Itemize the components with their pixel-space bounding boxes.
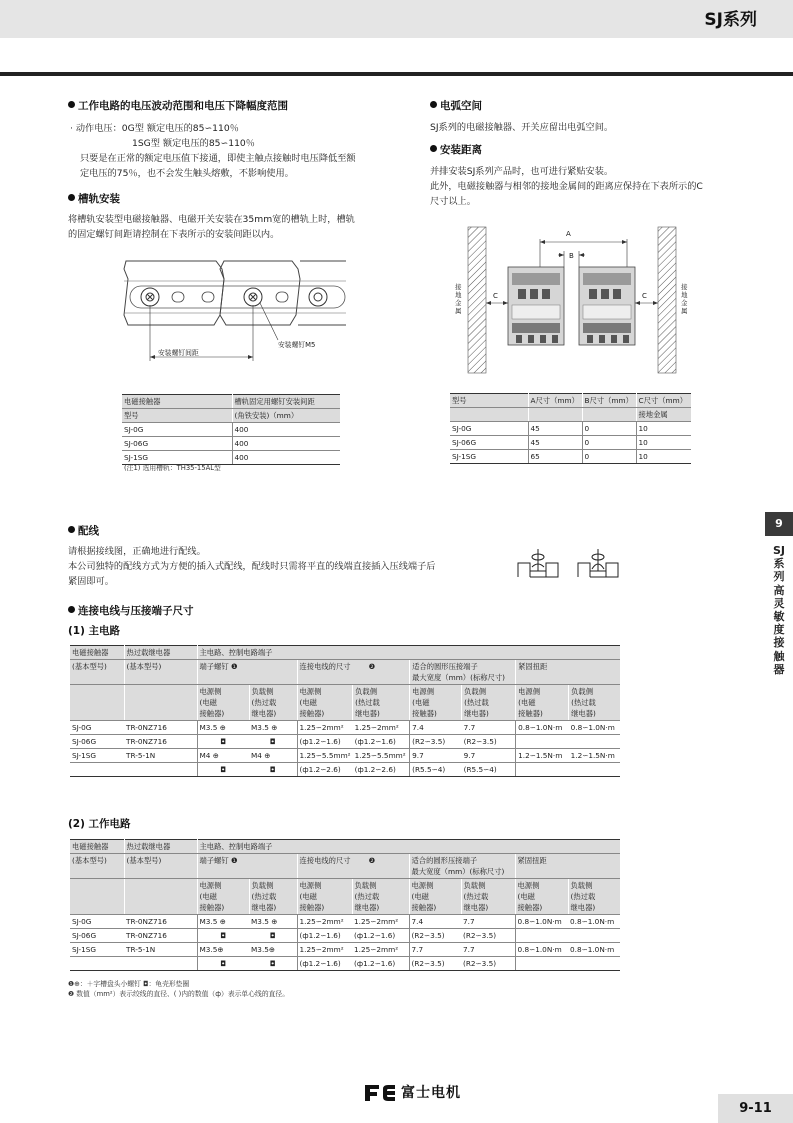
header-divider xyxy=(0,72,793,76)
col-header: 适合的圆形压接端子 最大宽度（mm）(标称尺寸) xyxy=(410,660,516,685)
table-row: SJ-1SG 400 xyxy=(122,451,340,465)
distance-line-1: 并排安装SJ系列产品时，也可进行紧贴安装。 xyxy=(430,166,614,177)
col-header: 负载侧 (热过载 继电器) xyxy=(353,685,410,721)
voltage-line-2: 1SG型 额定电压的85∽110％ xyxy=(132,138,255,149)
bullet-icon xyxy=(68,101,75,108)
distance-col-header: A尺寸（mm） xyxy=(528,394,582,408)
col-header: 电源侧 (电磁 接触器) xyxy=(197,685,249,721)
wiring-heading: 配线 xyxy=(68,524,99,539)
footer-brand: 富士电机 xyxy=(401,1085,461,1101)
control-circuit-table xyxy=(70,839,620,971)
col-header: 适合的圆形压接端子 最大宽度（mm）(标称尺寸) xyxy=(409,854,515,879)
voltage-line-4: 定电压的75％，也不会发生触头熔敷，不影响使用。 xyxy=(80,168,294,179)
chapter-number-tab: 9 xyxy=(765,512,793,536)
col-header: 负载侧 (热过载 继电器) xyxy=(569,685,620,721)
voltage-line-3: 只要是在正常的额定电压值下接通，即使主触点接触时电压降低至额 xyxy=(80,153,356,164)
ground-wall-right xyxy=(658,227,676,373)
wiring-line-2: 本公司独特的配线方式为方便的插入式配线，配线时只需将平直的线端直接插入压线端子后 xyxy=(68,561,436,572)
distance-col-header: 型号 xyxy=(450,394,528,408)
table-row: SJ-1SG TR-5-1N M4 ⊕ M4 ⊕ 1.25∽5.5mm² 1.25∽5.5mm² 9.7 9.7 1.2∽1.5N·m 1.2∽1.5N·m xyxy=(70,749,620,763)
rail-col-header: (角铁安装)（mm） xyxy=(232,409,340,423)
fuji-logo-icon xyxy=(363,1083,397,1103)
bullet-icon xyxy=(68,194,75,201)
voltage-line-1: · 动作电压：0G型 额定电压的85∽110％ xyxy=(70,123,239,134)
rail-screw-label: 安装螺钉M5 xyxy=(278,341,316,349)
rail-diagram xyxy=(120,255,350,365)
col-header: 电源侧 (电磁 接触器) xyxy=(197,879,249,915)
col-header: 电磁接触器 xyxy=(70,840,124,854)
col-header: 负载侧 (热过载 继电器) xyxy=(352,879,409,915)
footer-logo xyxy=(363,1083,461,1103)
wiring-terminal-icons xyxy=(516,547,624,579)
rail-line-2: 的固定螺钉间距请控制在下表所示的安装间距以内。 xyxy=(68,229,280,240)
table-row: SJ-1SG TR-5-1N M3.5⊕ M3.5⊕ 1.25∽2mm² 1.25∽2mm² 7.7 7.7 0.8∽1.0N·m 0.8∽1.0N·m xyxy=(70,943,620,957)
dim-label-c-left: C xyxy=(493,292,498,300)
bullet-icon xyxy=(430,101,437,108)
contactor-right xyxy=(579,267,635,345)
col-header: 热过载继电器 xyxy=(124,646,197,660)
col-header: 电源侧 (电磁 接触器) xyxy=(297,879,352,915)
col-header: 电磁接触器 xyxy=(70,646,124,660)
rail-heading: 槽轨安装 xyxy=(68,192,120,207)
table-row: ◘ ◘ (ф1.2∽1.6) (ф1.2∽1.6) (R2∽3.5) (R2∽3.5) xyxy=(70,957,620,971)
col-header: 主电路、控制电路端子 xyxy=(197,840,620,854)
col-header: 负载侧 (热过载 继电器) xyxy=(462,685,516,721)
terminal-heading: 连接电线与压接端子尺寸 xyxy=(68,604,194,619)
table-row: SJ-1SG 65 0 10 xyxy=(450,450,691,464)
main-circuit-table xyxy=(70,645,620,777)
ground-label-right: 接地金属 xyxy=(681,283,688,315)
col-header: 端子螺钉 ❶ xyxy=(197,660,297,685)
page-number: 9-11 xyxy=(718,1094,793,1123)
table-row: SJ-06G 45 0 10 xyxy=(450,436,691,450)
col-header: 负载侧 (热过载 继电器) xyxy=(461,879,515,915)
rail-table xyxy=(122,394,340,465)
bullet-icon xyxy=(68,606,75,613)
distance-col-header: B尺寸（mm） xyxy=(582,394,636,408)
ground-wall-left xyxy=(468,227,486,373)
wiring-line-3: 紧固即可。 xyxy=(68,576,114,587)
col-header: 紧固扭距 xyxy=(516,660,620,685)
rail-screw-right xyxy=(309,288,327,306)
col-header: 主电路、控制电路端子 xyxy=(197,646,620,660)
col-header: 端子螺钉 ❶ xyxy=(197,854,297,879)
col-header: (基本型号) xyxy=(124,854,197,879)
table-row: SJ-0G TR-0NZ716 M3.5 ⊕ M3.5 ⊕ 1.25∽2mm² 1.25∽2mm² 7.4 7.7 0.8∽1.0N·m 0.8∽1.0N·m xyxy=(70,721,620,735)
col-header: 连接电线的尺寸 ❷ xyxy=(297,660,410,685)
control-circuit-title: (2) 工作电路 xyxy=(68,818,131,830)
distance-col-header: 接地金属 xyxy=(636,408,691,422)
dim-label-b: B xyxy=(569,252,574,260)
rail-col-header: 电磁接触器 xyxy=(122,395,232,409)
rail-table-note: (注1) 选用槽轨：TH35-15AL型 xyxy=(124,464,221,472)
col-header: (基本型号) xyxy=(70,854,124,879)
col-header: 连接电线的尺寸 ❷ xyxy=(297,854,409,879)
main-circuit-title: (1) 主电路 xyxy=(68,625,121,637)
footnote-2: ❷ 数值（mm²）表示绞线的直径、( )内的数值（ф）表示单心线的直径。 xyxy=(68,990,290,998)
col-header: (基本型号) xyxy=(70,660,124,685)
rail-col-header: 槽轨固定用螺钉安装间距 xyxy=(232,395,340,409)
table-row: SJ-06G 400 xyxy=(122,437,340,451)
ground-label-left: 接地金属 xyxy=(455,283,462,315)
rail-line-1: 将槽轨安装型电磁接触器、电磁开关安装在35mm宽的槽轨上时，槽轨 xyxy=(68,214,355,225)
col-header: 电源侧 (电磁 接触器) xyxy=(409,879,461,915)
table-row: SJ-0G TR-0NZ716 M3.5 ⊕ M3.5 ⊕ 1.25∽2mm² 1.25∽2mm² 7.4 7.7 0.8∽1.0N·m 0.8∽1.0N·m xyxy=(70,915,620,929)
rail-pitch-label: 安装螺钉间距 xyxy=(158,349,199,357)
distance-line-3: 尺寸以上。 xyxy=(430,196,476,207)
rail-col-header: 型号 xyxy=(122,409,232,423)
distance-line-2: 此外，电磁接触器与相邻的接地金属间的距离应保持在下表所示的C xyxy=(430,181,703,192)
col-header: (基本型号) xyxy=(124,660,197,685)
header-band xyxy=(0,0,793,38)
col-header: 电源侧 (电磁 接触器) xyxy=(410,685,462,721)
dim-label-c-right: C xyxy=(642,292,647,300)
col-header: 电源侧 (电磁 接触器) xyxy=(516,685,569,721)
wiring-line-1: 请根据接线图，正确地进行配线。 xyxy=(68,546,206,557)
table-row: SJ-06G TR-0NZ716 ◘ ◘ (ф1.2∽1.6) (ф1.2∽1.6) (R2∽3.5) (R2∽3.5) xyxy=(70,929,620,943)
distance-col-header: C尺寸（mm） xyxy=(636,394,691,408)
col-header: 电源侧 (电磁 接触器) xyxy=(515,879,568,915)
page-title: SJ系列 xyxy=(704,10,757,30)
spacing-diagram xyxy=(466,225,692,375)
col-header: 电源侧 (电磁 接触器) xyxy=(297,685,353,721)
col-header: 紧固扭距 xyxy=(515,854,620,879)
bullet-icon xyxy=(68,526,75,533)
table-row: SJ-0G 400 xyxy=(122,423,340,437)
table-row: SJ-0G 45 0 10 xyxy=(450,422,691,436)
col-header: 负载侧 (热过载 继电器) xyxy=(249,879,297,915)
chapter-side-label: SJ系列 高灵敏度接触器 xyxy=(772,544,785,676)
col-header: 热过载继电器 xyxy=(124,840,197,854)
dim-label-a: A xyxy=(566,230,571,238)
footnote-1: ❶⊕：＋字槽盘头小螺钉 ◘：龟壳形垫圈 xyxy=(68,980,190,988)
col-header: 负载侧 (热过载 继电器) xyxy=(568,879,620,915)
terminal-icon xyxy=(578,549,618,577)
arc-line-1: SJ系列的电磁接触器、开关应留出电弧空间。 xyxy=(430,122,614,133)
arc-heading: 电弧空间 xyxy=(430,99,482,114)
distance-table xyxy=(450,393,691,464)
table-row: ◘ ◘ (ф1.2∽2.6) (ф1.2∽2.6) (R5.5∽4) (R5.5∽4) xyxy=(70,763,620,777)
terminal-icon xyxy=(518,549,558,577)
table-row: SJ-06G TR-0NZ716 ◘ ◘ (ф1.2∽1.6) (ф1.2∽1.6) (R2∽3.5) (R2∽3.5) xyxy=(70,735,620,749)
distance-heading: 安装距离 xyxy=(430,143,482,158)
bullet-icon xyxy=(430,145,437,152)
voltage-heading: 工作电路的电压波动范围和电压下降幅度范围 xyxy=(68,99,288,114)
contactor-left xyxy=(508,267,564,345)
col-header: 负载侧 (热过载 继电器) xyxy=(249,685,297,721)
